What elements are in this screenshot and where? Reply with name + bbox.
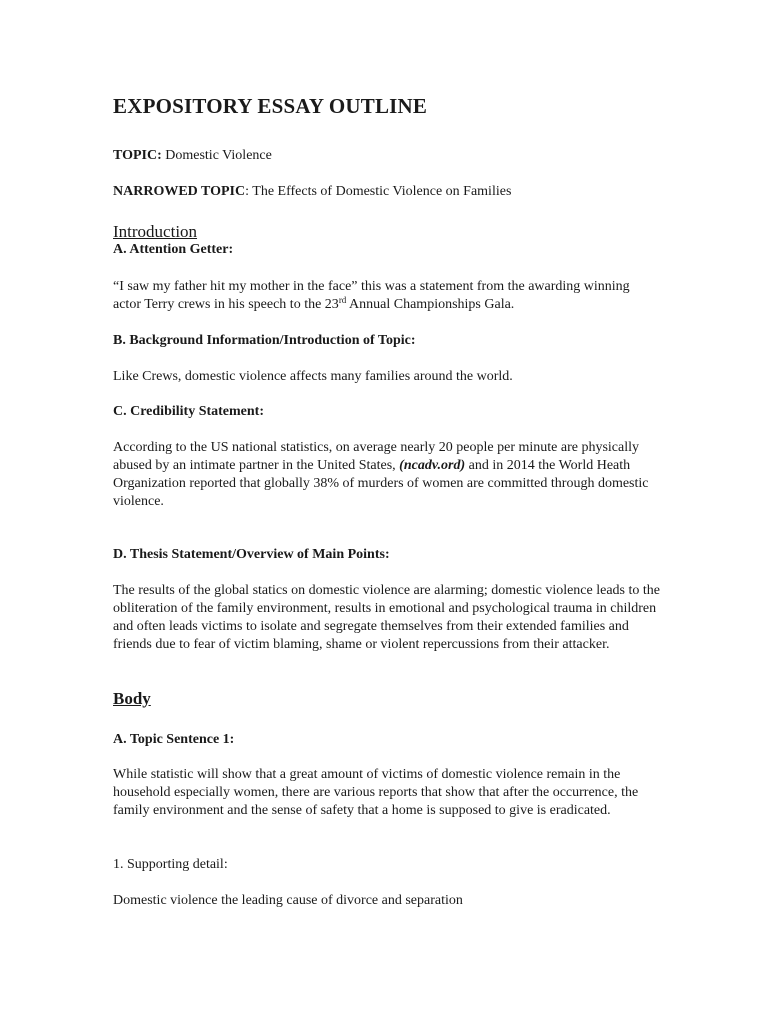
credibility-text-start: According to the US national statistics, on average nearly 20 people per minute are physically abused by an intimate partner in the United States, [113, 440, 640, 473]
background-text: Like Crews, domestic violence affects many families around the world. [113, 369, 513, 384]
attention-getter-text [113, 278, 661, 314]
attention-getter-quote: “I saw my father hit my mother in the face” this was a statement from the awarding winning actor Terry crews in his speech to the 23 [113, 279, 630, 312]
supporting-detail-1-text: Domestic violence the leading cause of divorce and separation [113, 893, 463, 908]
credibility-text [113, 439, 661, 511]
introduction-heading: Introduction [113, 222, 198, 241]
background-heading: B. Background Information/Introduction of Topic: [113, 333, 416, 348]
supporting-detail-1-heading: 1. Supporting detail: [113, 857, 228, 872]
topic-line [113, 147, 272, 165]
narrowed-topic-label: NARROWED TOPIC [113, 184, 246, 199]
document-title: EXPOSITORY ESSAY OUTLINE [113, 94, 428, 118]
thesis-heading: D. Thesis Statement/Overview of Main Points: [113, 547, 390, 562]
topic-sentence-1-heading: A. Topic Sentence 1: [113, 732, 235, 747]
narrowed-topic-value: : The Effects of Domestic Violence on Families [245, 184, 512, 199]
credibility-heading: C. Credibility Statement: [113, 404, 264, 419]
credibility-source: (ncadv.ord) [399, 458, 466, 473]
topic-label: TOPIC: [113, 148, 162, 163]
body-heading: Body [113, 689, 151, 708]
credibility-text-end: and in 2014 the World Heath Organization reported that globally 38% of murders of women are committed through domestic violence. [113, 458, 649, 509]
thesis-text: The results of the global statics on domestic violence are alarming; domestic violence leads to the obliteration of the family environment, results in emotional and psychological trauma in children and often leads victims to isolate and segregate themselves from their extended families and friends due to fear of victim blaming, shame or violent repercussions from their attacker. [113, 583, 660, 652]
topic-value: Domestic Violence [161, 148, 272, 163]
topic-sentence-1-text: While statistic will show that a great amount of victims of domestic violence remain in the household especially women, there are various reports that show that after the occurrence, the family environment and the sense of safety that a home is supposed to give is eradicated. [113, 767, 639, 818]
ordinal-superscript: rd [338, 295, 347, 305]
attention-getter-heading: A. Attention Getter: [113, 242, 234, 257]
narrowed-topic-line [113, 183, 511, 201]
attention-getter-end: Annual Championships Gala. [346, 297, 515, 312]
